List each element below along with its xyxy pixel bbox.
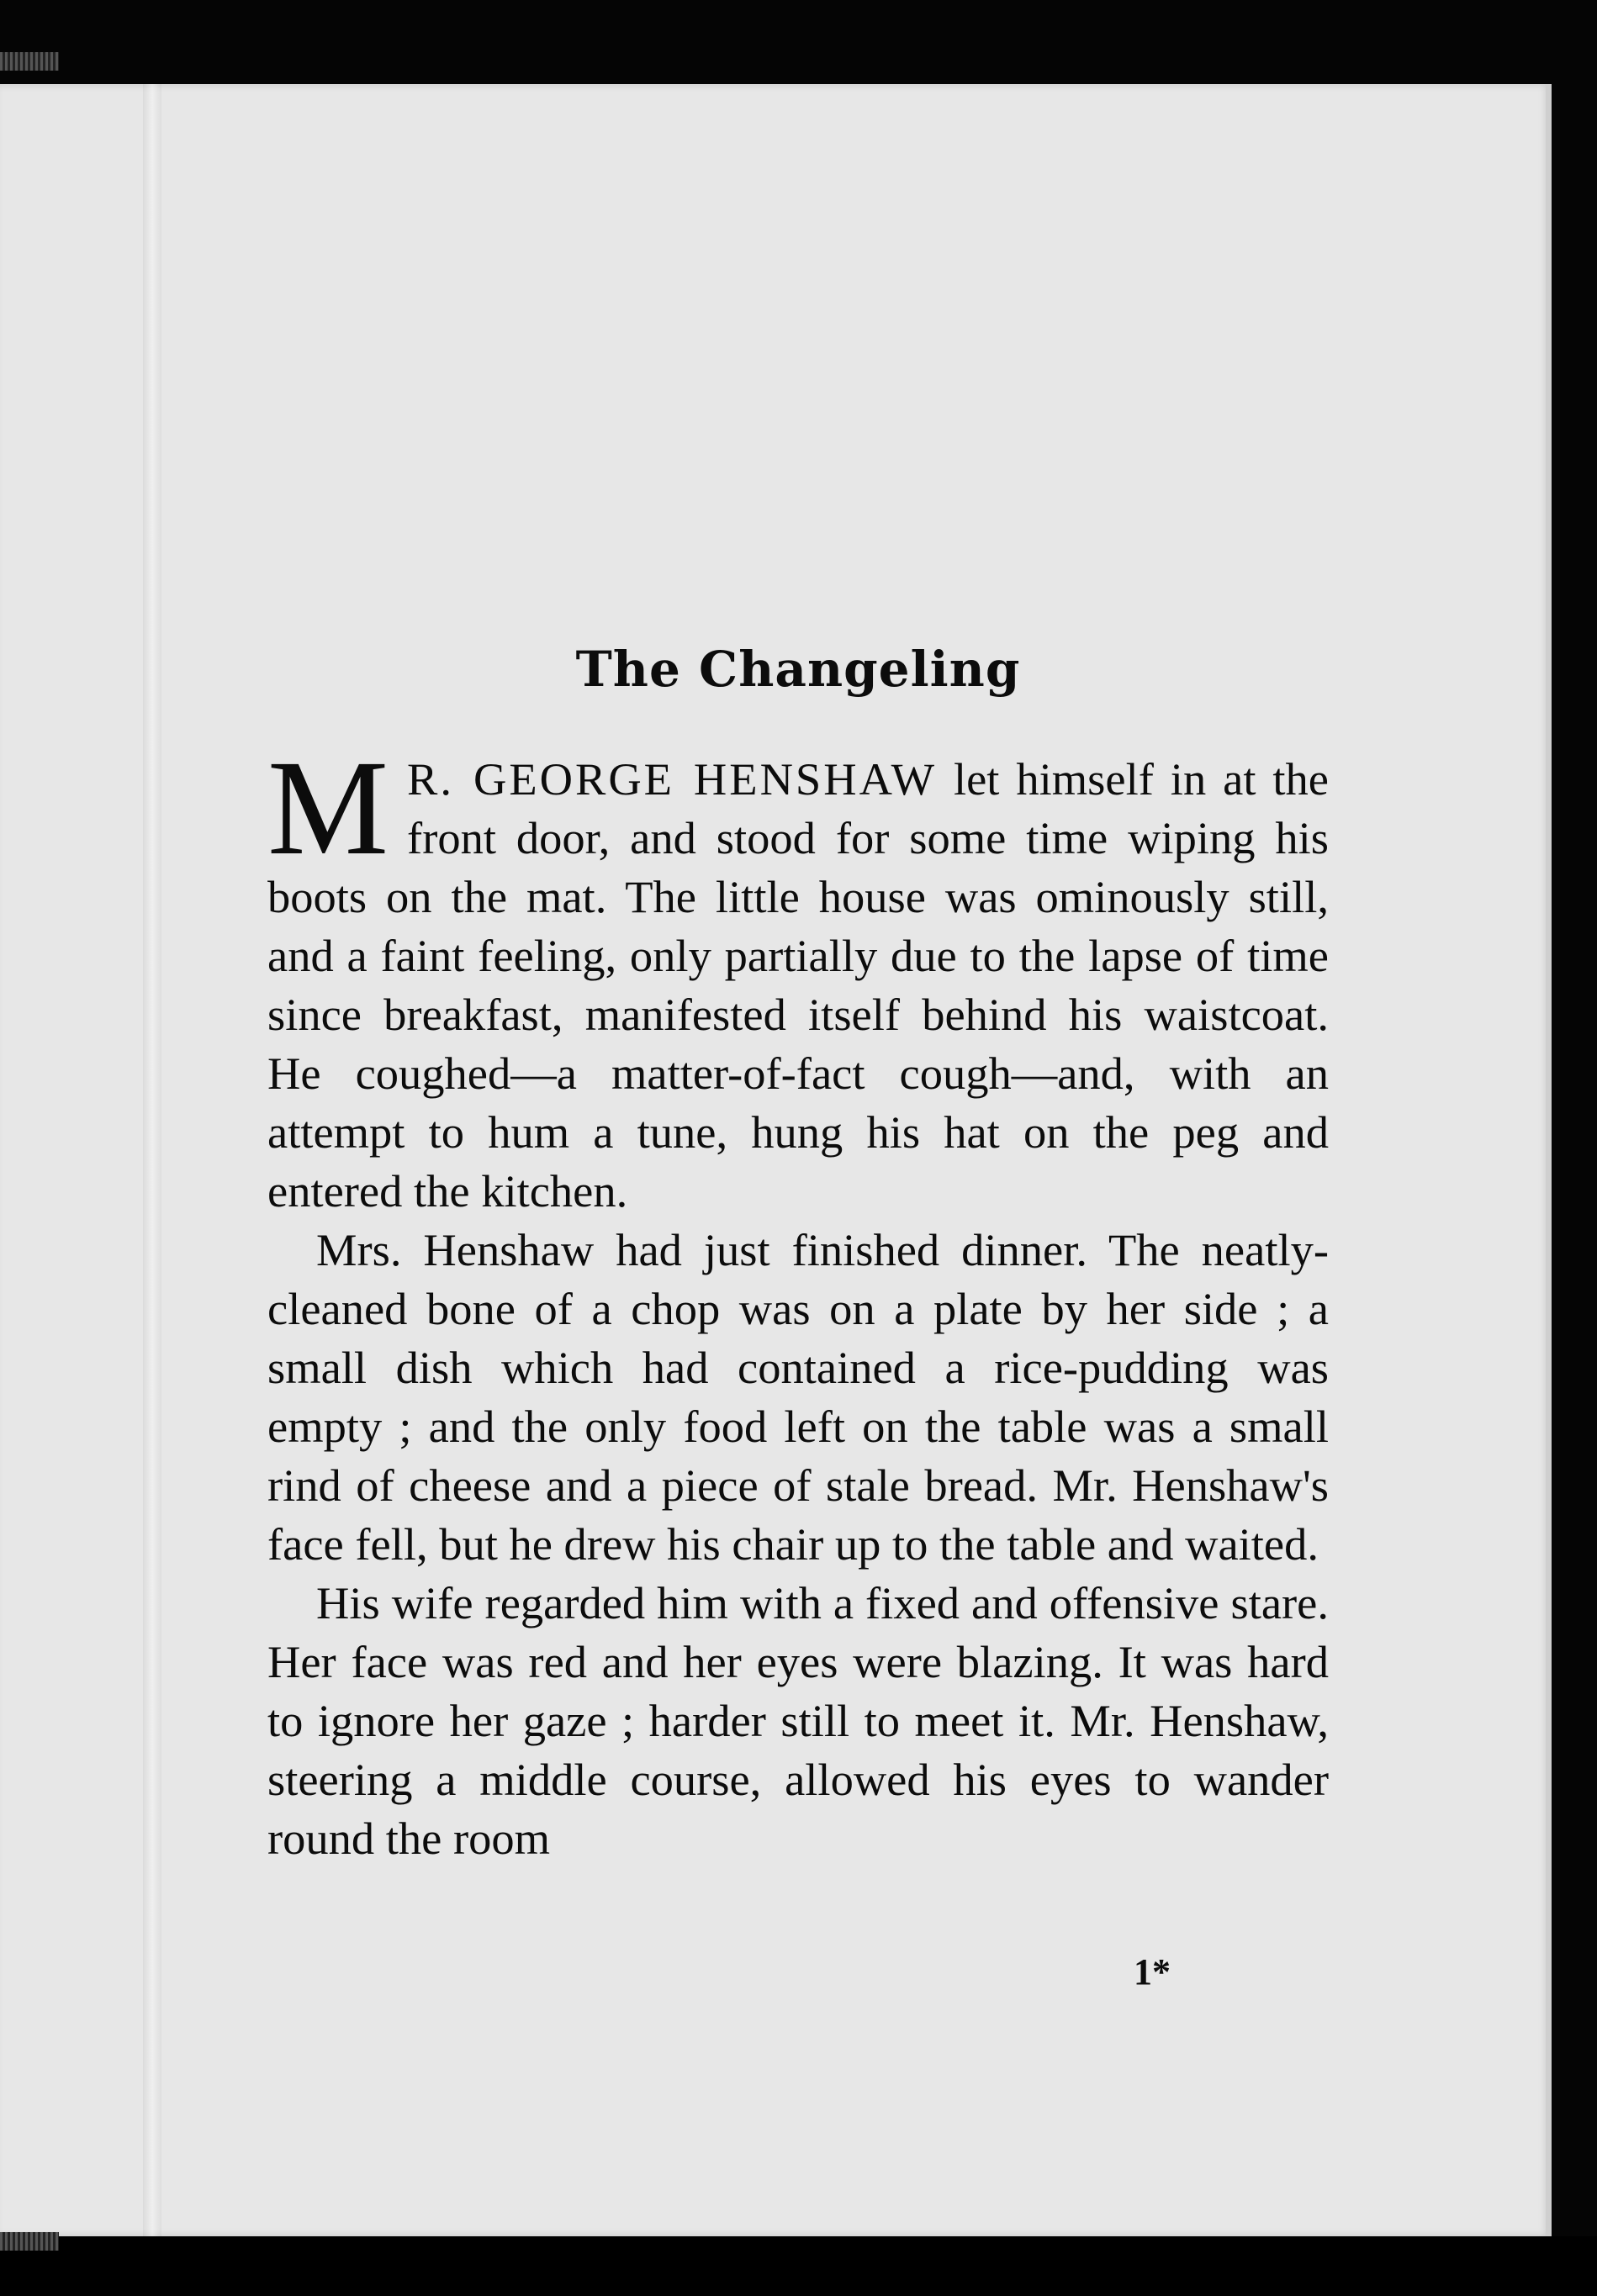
opening-small-caps: R. GEORGE HENSHAW [407, 753, 938, 805]
chapter-title: The Changeling [575, 641, 1021, 698]
page-edge [1546, 84, 1551, 2236]
page-gutter [143, 84, 161, 2236]
paragraph-2: Mrs. Henshaw had just finished dinner. The neatly-cleaned bone of a chop was on a plate by her side ; a small dish which had contained a rice-pudding was empty ; and the only food left on the table was a small rind of cheese and a piece of stale bread. Mr. Henshaw's face fell, but he drew his chair up to the table and waited. [267, 1224, 1329, 1570]
page-number: 1* [1134, 1951, 1171, 1993]
paragraph-1 [267, 733, 1329, 1221]
scan-edge-mark-bottom [0, 2232, 59, 2251]
paragraph-3: His wife regarded him with a fixed and offensive stare. Her face was red and her eyes were blazing. It was hard to ignore her gaze ; harder still to meet it. Mr. Henshaw, steering a middle course, allowed his eyes to wander round the room [267, 1577, 1329, 1864]
scan-edge-mark [0, 52, 59, 71]
drop-cap: M [267, 733, 389, 884]
paragraph-1-text: let himself in at the front door, and stood for some time wiping his boots on the mat. The little house was ominously still, and a faint feeling, only partially due to the lapse of time since breakfast, manifested itself behind his waistcoat. He coughed—a matter-of-fact cough—and, with an attempt to hum a tune, hung his hat on the peg and entered the kitchen. [267, 753, 1329, 1217]
scan-bottom-border [0, 2236, 1597, 2296]
page-text [267, 639, 1329, 1868]
